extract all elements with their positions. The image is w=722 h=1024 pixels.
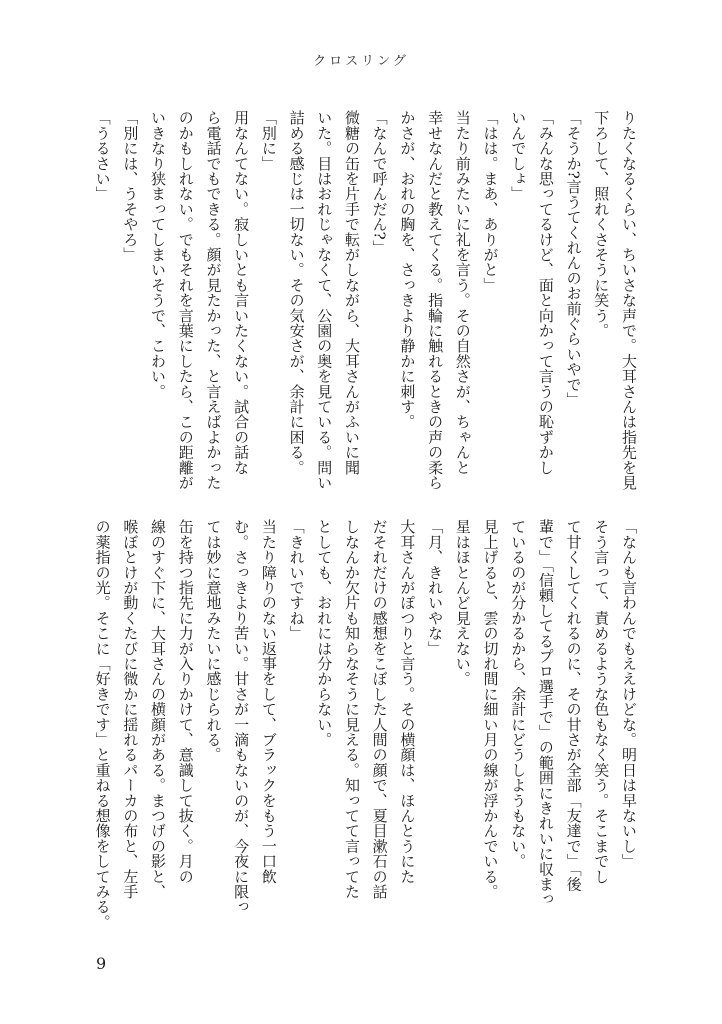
text-column: 下ろして、照れくさそうに笑う。 — [592, 110, 611, 338]
text-column: ら電話でもできる。顔が見たかった、と言えばよかった — [204, 110, 223, 490]
text-column: 喉ぼとけが動くたびに微かに揺れるパーカの布と、左手 — [121, 519, 140, 899]
text-column: 星はほとんど見えない。 — [453, 519, 472, 687]
text-column: 缶を持つ指先に力が入りかけて、意識して抜く。月の — [176, 519, 195, 884]
text-column: 「はは。まあ、ありがと」 — [481, 110, 500, 293]
text-column: 輩で」「信頼してるプロ選手で」の範囲にきれいに収まっ — [536, 519, 555, 907]
text-column: としても、おれには分からない。 — [315, 519, 334, 747]
text-column: 「きれいですね」 — [287, 519, 306, 641]
text-column: そう言って、責めるような色もなく笑う。そこまでし — [592, 519, 611, 884]
text-column: 見上げると、雲の切れ間に細い月の線が浮かんでいる。 — [481, 519, 500, 899]
text-column: 「なんで呼んだん?」 — [370, 110, 389, 256]
text-block-top — [86, 110, 642, 495]
text-column: しなんか欠片も知らなそうに見える。知ってて言ってた — [342, 519, 361, 899]
text-column: 「別に」 — [259, 110, 278, 171]
text-column: だそれだけの感想をこぼした人間の顔で、夏目漱石の話 — [370, 519, 389, 899]
text-column: 幸せなんだと教えてくる。指輪に触れるときの声の柔ら — [426, 110, 445, 490]
text-column: の薬指の光。そこに「好きです」と重ねる想像をしてみる。 — [93, 519, 112, 930]
running-header: クロスリング — [313, 54, 409, 69]
text-column: 微糖の缶を片手で転がしながら、大耳さんがふいに聞 — [342, 110, 361, 475]
text-column: いんでしょ」 — [509, 110, 528, 202]
text-column: りたくなるくらい、ちいさな声で。大耳さんは指先を見 — [620, 110, 638, 490]
text-column: のかもしれない。でもそれを言葉にしたら、この距離が — [176, 110, 195, 490]
text-column: 大耳さんがぽつりと言う。その横顔は、ほんとうにた — [398, 519, 417, 884]
text-column: て甘くしてくれるのに、その甘さが全部「友達で」「後 — [564, 519, 583, 892]
text-column: 「別には、うそやろ」 — [121, 110, 140, 262]
text-column: 「そうか?言うてくれんのお前ぐらいやで」 — [564, 110, 583, 408]
text-column: 詰める感じは一切ない。その気安さが、余計に困る。 — [287, 110, 306, 475]
text-column: いきなり狭まってしまいそうで、こわい。 — [149, 110, 168, 399]
text-column: 「うるさい」 — [93, 110, 112, 202]
page-number: 9 — [96, 954, 107, 973]
text-column: 当たり前みたいに礼を言う。その自然さが、ちゃんと — [453, 110, 472, 475]
text-column: ているのが分かるから、余計にどうしようもない。 — [509, 519, 528, 869]
text-column: 用なんてない。寂しいとも言いたくない。試合の話な — [232, 110, 251, 475]
text-column: 線のすぐ下に、大耳さんの横顔がある。まつげの影と、 — [149, 519, 168, 899]
text-column: む。さっきより苦い。甘さが一滴もないのが、今夜に限っ — [232, 519, 251, 915]
text-column: 「月、きれいやな」 — [426, 519, 445, 656]
text-column: ては妙に意地みたいに感じられる。 — [204, 519, 223, 763]
text-column: いた。目はおれじゃなくて、公園の奥を見ている。問い — [315, 110, 334, 490]
text-column: 「みんな思ってるけど、面と向かって言うの恥ずかし — [536, 110, 555, 475]
text-block-bottom — [86, 519, 642, 930]
text-column: 当たり障りのない返事をして、ブラックをもう一口飲 — [259, 519, 278, 884]
text-column: かさが、おれの胸を、さっきより静かに刺す。 — [398, 110, 417, 430]
text-column: 「なんも言わんでもええけどな。明日は早ないし」 — [620, 519, 638, 869]
